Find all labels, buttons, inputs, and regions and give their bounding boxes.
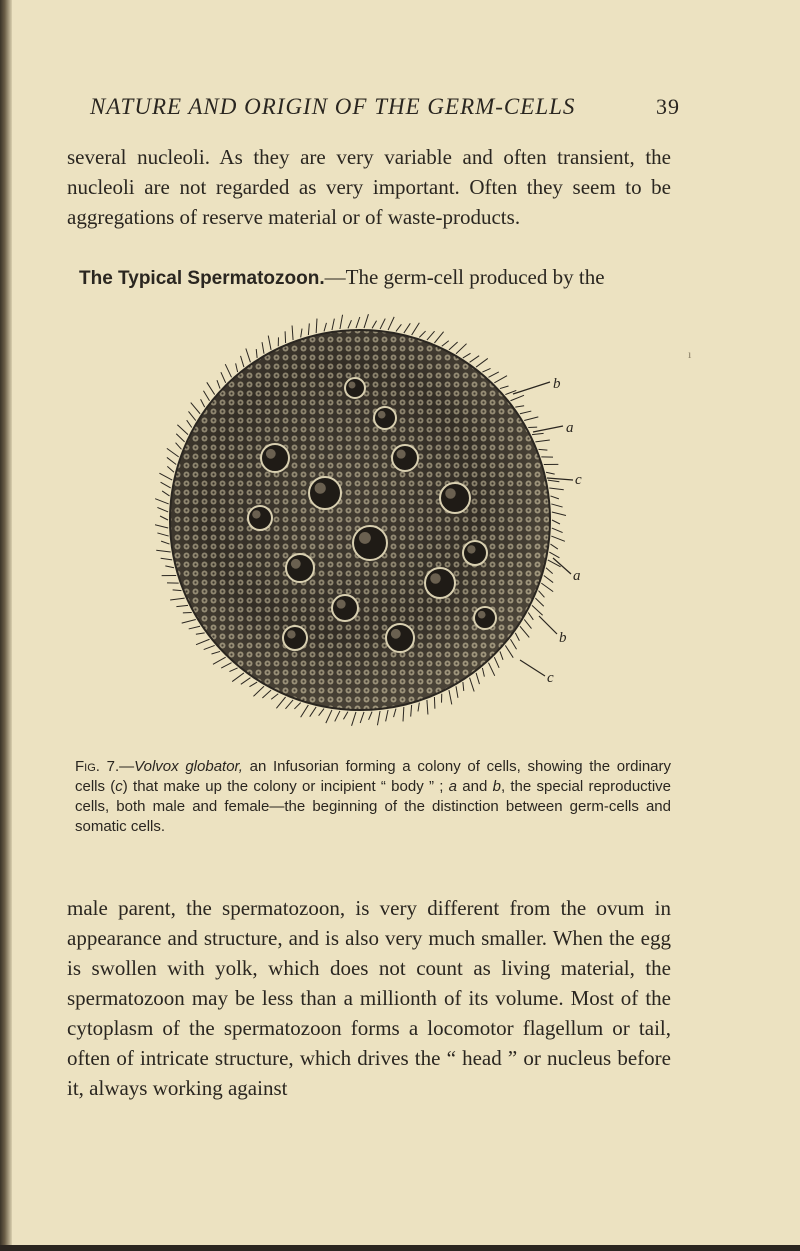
flagellum bbox=[225, 364, 231, 377]
germ-cell bbox=[261, 444, 289, 472]
flagellum bbox=[546, 472, 555, 474]
flagellum bbox=[253, 686, 264, 696]
flagellum bbox=[552, 512, 566, 516]
flagellum bbox=[262, 342, 264, 354]
flagellum bbox=[470, 678, 475, 692]
page-number: 39 bbox=[656, 94, 680, 119]
flagellum bbox=[476, 358, 488, 367]
flagellum bbox=[217, 380, 220, 388]
flagellum bbox=[551, 536, 565, 541]
germ-cell bbox=[309, 477, 341, 509]
flagellum bbox=[157, 507, 168, 512]
flagellum bbox=[434, 332, 443, 343]
flagellum bbox=[182, 619, 196, 623]
running-title: NATURE AND ORIGIN OF THE GERM-CELLS bbox=[90, 94, 576, 119]
germ-cell bbox=[392, 445, 418, 471]
flagellum bbox=[285, 700, 293, 709]
flagellum bbox=[161, 482, 171, 488]
flagellum bbox=[548, 480, 560, 482]
flagellum bbox=[494, 376, 507, 383]
germ-cell-nucleus bbox=[478, 611, 486, 619]
flagellum bbox=[191, 403, 200, 414]
flagellum bbox=[372, 321, 376, 329]
flagellum bbox=[249, 682, 257, 687]
flagellum bbox=[434, 697, 435, 709]
flagellum bbox=[271, 694, 278, 699]
flagellum bbox=[411, 705, 412, 717]
flagellum bbox=[167, 466, 174, 472]
flagellum bbox=[476, 673, 479, 684]
flagellum bbox=[170, 598, 184, 600]
flagellum bbox=[550, 496, 558, 499]
figure-caption: Fig. 7.—Volvox globator, an Infusorian forming a colony of cells, showing the ordinary cells (c) that make up the colony or incipient “ body ” ; a and b, the special reproductive cells, both male and female—the beginning of the distinction between germ-cells and somatic cells. bbox=[75, 758, 672, 835]
flagellum bbox=[427, 331, 435, 340]
flagellum bbox=[396, 324, 401, 331]
flagellum bbox=[418, 703, 419, 712]
flagellum bbox=[176, 434, 184, 442]
flagellum bbox=[510, 639, 516, 649]
flagellum bbox=[156, 550, 170, 552]
flagellum bbox=[539, 591, 545, 598]
flagellum bbox=[549, 552, 559, 558]
flagellum bbox=[348, 320, 351, 328]
flagellum bbox=[285, 331, 286, 343]
flagellum bbox=[528, 612, 533, 619]
germ-cell-nucleus bbox=[430, 573, 441, 584]
flagellum bbox=[377, 711, 380, 725]
flagellum bbox=[463, 353, 471, 358]
flagellum bbox=[386, 710, 388, 721]
page-gutter-shadow bbox=[0, 0, 12, 1251]
flagellum bbox=[510, 395, 523, 400]
flagellum bbox=[232, 673, 244, 682]
flagellum bbox=[449, 342, 458, 350]
caption-text-2: ) that make up the colony or incipient “ body ” ; bbox=[122, 778, 449, 795]
flagellum bbox=[488, 663, 494, 676]
flagellum bbox=[155, 525, 168, 529]
flagellum bbox=[369, 712, 372, 720]
caption-and: and bbox=[457, 778, 493, 795]
flagellum bbox=[482, 368, 490, 372]
figure-label-b-lower: b bbox=[559, 630, 567, 646]
flagellum bbox=[500, 651, 503, 659]
volvox-illustration bbox=[155, 308, 595, 738]
flagellum bbox=[546, 568, 553, 574]
flagellum bbox=[488, 372, 498, 377]
flagellum bbox=[203, 391, 209, 401]
flagellum bbox=[550, 544, 557, 549]
flagellum bbox=[456, 344, 467, 354]
flagellum bbox=[310, 707, 316, 717]
germ-cell-nucleus bbox=[252, 510, 260, 518]
flagellum bbox=[364, 314, 368, 328]
flagellum bbox=[380, 319, 385, 329]
flagellum bbox=[494, 657, 499, 668]
flagellum bbox=[173, 590, 182, 591]
germ-cell bbox=[440, 483, 470, 513]
germ-cell-nucleus bbox=[266, 449, 276, 459]
figure-label-b-upper: b bbox=[553, 376, 561, 392]
germ-cell-nucleus bbox=[378, 411, 386, 419]
flagellum bbox=[404, 323, 410, 333]
germ-cell bbox=[425, 568, 455, 598]
germ-cell bbox=[286, 554, 314, 582]
page-bottom-edge bbox=[0, 1245, 800, 1251]
flagellum bbox=[221, 372, 226, 383]
flagellum bbox=[221, 663, 231, 668]
flagellum bbox=[394, 709, 396, 718]
flagellum bbox=[165, 566, 174, 568]
running-header bbox=[90, 94, 680, 120]
germ-cell-nucleus bbox=[291, 559, 301, 569]
caption-text-1: an Infusorian forming a colony of cells, showing the ordinary cells ( bbox=[75, 758, 671, 795]
flagellum bbox=[515, 406, 524, 407]
flagellum bbox=[360, 712, 364, 723]
flagellum bbox=[316, 319, 317, 334]
flagellum bbox=[204, 645, 215, 649]
flagellum bbox=[442, 341, 449, 346]
germ-cell-nucleus bbox=[397, 450, 406, 459]
flagellum bbox=[456, 686, 458, 698]
flagellum bbox=[294, 703, 300, 709]
flagellum bbox=[207, 382, 215, 394]
germ-cell-nucleus bbox=[445, 488, 456, 499]
flagellum bbox=[326, 710, 332, 723]
flagellum bbox=[157, 533, 168, 536]
flagellum bbox=[419, 331, 425, 337]
caption-a: a bbox=[448, 778, 458, 795]
paragraph-2: male parent, the spermatozoon, is very different from the ovum in appearance and structure, and is also very much smaller. When the egg is swollen with yolk, which does not count as living material, the spermatozoon may be less than a millionth of its volume. Most of the cytoplasm of the spermatozoon forms a locomotor flagellum or tail, often of intricate structure, which drives the “ head ” or nucleus before it, always working against bbox=[67, 896, 671, 1100]
flagellum bbox=[189, 626, 200, 629]
flagellum bbox=[500, 386, 509, 389]
flagellum bbox=[552, 520, 560, 524]
flagellum bbox=[301, 705, 309, 717]
caption-figure-number: Fig. 7. bbox=[75, 758, 120, 775]
flagellum bbox=[276, 697, 285, 708]
flagellum bbox=[236, 363, 238, 372]
germ-cell-nucleus bbox=[467, 545, 475, 553]
flagellum bbox=[188, 411, 195, 420]
germ-cell-nucleus bbox=[359, 532, 371, 544]
germ-cell bbox=[332, 595, 358, 621]
flagellum bbox=[552, 528, 563, 533]
figure-label-c-lower: c bbox=[547, 670, 554, 686]
flagellum bbox=[292, 326, 293, 341]
flagellum bbox=[256, 349, 257, 358]
flagellum bbox=[470, 356, 480, 363]
flagellum bbox=[159, 473, 172, 480]
flagellum bbox=[352, 712, 356, 726]
flagellum bbox=[463, 682, 464, 691]
flagellum bbox=[356, 317, 360, 328]
flagellum bbox=[167, 457, 176, 464]
flagellum bbox=[262, 690, 271, 698]
flagellum bbox=[335, 711, 340, 721]
flagellum bbox=[301, 329, 302, 338]
flagellum bbox=[532, 433, 544, 434]
flagellum bbox=[161, 541, 169, 544]
flagellum bbox=[211, 651, 220, 654]
flagellum bbox=[268, 336, 271, 350]
flagellum bbox=[229, 668, 237, 672]
flagellum bbox=[161, 558, 173, 560]
flagellum bbox=[505, 645, 513, 657]
caption-species: Volvox globator, bbox=[134, 758, 243, 775]
flagellum bbox=[541, 583, 553, 591]
flagellum bbox=[520, 411, 531, 414]
germ-cell-nucleus bbox=[287, 630, 295, 638]
section-lead: —The germ-cell produced by the bbox=[324, 265, 605, 289]
flagellum bbox=[308, 323, 309, 335]
germ-cell bbox=[474, 607, 496, 629]
germ-cell bbox=[283, 626, 307, 650]
volvox-figure bbox=[155, 308, 595, 738]
flagellum bbox=[412, 323, 420, 335]
flagellum bbox=[241, 356, 244, 367]
flagellum bbox=[449, 690, 452, 704]
germ-cell bbox=[345, 378, 365, 398]
paragraph-1: several nucleoli. As they are very variable and often transient, the nucleoli are not regarded as very important. Often they seem to be aggregations of reserve material or of waste-products. bbox=[67, 145, 671, 229]
flagellum bbox=[167, 448, 179, 456]
germ-cell bbox=[463, 541, 487, 565]
germ-cell bbox=[386, 624, 414, 652]
flagellum bbox=[549, 488, 563, 490]
figure-label-a-upper: a bbox=[566, 420, 574, 436]
caption-text-3: , the special reproductive cells, both male and female—the beginning of the distinction between germ-cells and somatic cells. bbox=[75, 778, 672, 835]
germ-cell-nucleus bbox=[315, 483, 326, 494]
flagellum bbox=[520, 626, 529, 637]
flagellum bbox=[343, 712, 347, 720]
section-heading: The Typical Spermatozoon. bbox=[79, 268, 325, 289]
flagellum bbox=[403, 707, 404, 722]
germ-cell-nucleus bbox=[391, 629, 401, 639]
flagellum bbox=[196, 633, 205, 634]
flagellum bbox=[160, 516, 168, 520]
figure-label-c-upper: c bbox=[575, 472, 582, 488]
flagellum bbox=[524, 417, 538, 421]
figure-label-a-lower: a bbox=[573, 568, 581, 584]
caption-b: b bbox=[492, 778, 501, 795]
germ-cell-nucleus bbox=[337, 600, 346, 609]
flagellum bbox=[340, 315, 343, 329]
flagellum bbox=[388, 317, 394, 330]
flagellum bbox=[532, 605, 543, 615]
flagellum bbox=[515, 633, 519, 641]
flagellum bbox=[176, 443, 182, 450]
germ-cell bbox=[248, 506, 272, 530]
flagellum bbox=[155, 499, 169, 504]
flagellum bbox=[482, 668, 484, 677]
section-heading-line bbox=[67, 262, 671, 294]
flagellum bbox=[201, 399, 205, 407]
flagellum bbox=[246, 349, 251, 363]
flagellum bbox=[539, 449, 548, 450]
germ-cell-nucleus bbox=[349, 382, 356, 389]
flagellum bbox=[162, 491, 169, 496]
flagellum bbox=[196, 639, 209, 644]
flagellum bbox=[544, 575, 553, 582]
caption-c: c bbox=[115, 778, 123, 795]
flagellum bbox=[535, 598, 543, 606]
flagellum bbox=[213, 657, 226, 664]
flagellum bbox=[332, 319, 334, 330]
stray-mark: ı bbox=[688, 347, 692, 361]
flagellum bbox=[427, 700, 428, 715]
flagellum bbox=[535, 440, 549, 442]
germ-cell bbox=[353, 526, 387, 560]
flagellum bbox=[187, 420, 192, 427]
germ-cell bbox=[374, 407, 396, 429]
flagellum bbox=[177, 425, 188, 435]
flagellum bbox=[524, 619, 531, 628]
flagellum bbox=[324, 323, 326, 332]
flagellum bbox=[551, 504, 562, 507]
flagellum bbox=[319, 709, 324, 716]
flagellum bbox=[176, 605, 188, 606]
flagellum bbox=[241, 678, 251, 685]
